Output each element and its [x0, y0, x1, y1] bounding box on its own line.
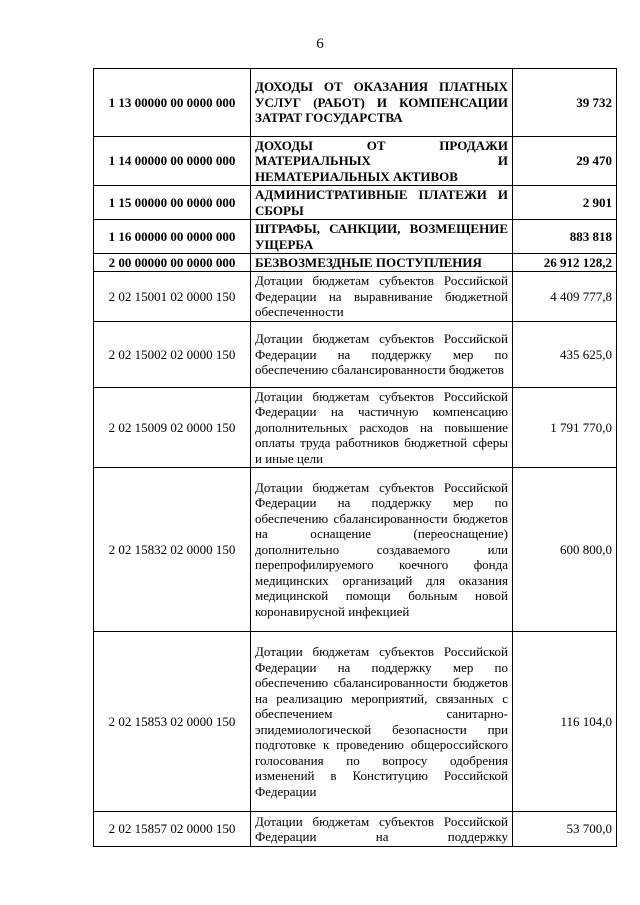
- table-row: [94, 322, 617, 388]
- table-row: [94, 812, 617, 847]
- revenue-amount: 4 409 777,8: [513, 272, 617, 322]
- budget-code: 2 02 15853 02 0000 150: [94, 632, 251, 812]
- revenue-amount: 26 912 128,2: [513, 254, 617, 272]
- revenue-amount: 2 901: [513, 186, 617, 220]
- revenue-name: Дотации бюджетам субъектов Российской Федерации на поддержку мер по обеспечению сбалансированности бюджетов на реализацию мероприятий, связанных с обеспечением санитарно-эпидемиологической безопасности при подготовке к проведению общероссийского голосования по вопросу одобрения изменений в Конституцию Российской Федерации: [251, 632, 513, 812]
- revenue-name: Дотации бюджетам субъектов Российской Федерации на частичную компенсацию дополнительных расходов на повышение оплаты труда работников бюджетной сферы и иные цели: [251, 388, 513, 468]
- revenue-amount: 116 104,0: [513, 632, 617, 812]
- budget-code: 2 02 15002 02 0000 150: [94, 322, 251, 388]
- table-row: [94, 220, 617, 254]
- table-row: [94, 468, 617, 632]
- revenue-name: Дотации бюджетам субъектов Российской Федерации на поддержку мер по обеспечению сбалансированности бюджетов: [251, 322, 513, 388]
- revenue-name: АДМИНИСТРАТИВНЫЕ ПЛАТЕЖИ И СБОРЫ: [251, 186, 513, 220]
- revenue-amount: 600 800,0: [513, 468, 617, 632]
- revenue-amount: 435 625,0: [513, 322, 617, 388]
- revenue-name: Дотации бюджетам субъектов Российской Федерации на поддержку мер по обеспечению сбалансированности бюджетов на оснащение (переоснащение) дополнительно создаваемого или перепрофилируемого коечного фонда медицинских организаций для оказания медицинской помощи больным новой коронавирусной инфекцией: [251, 468, 513, 632]
- table-row: [94, 186, 617, 220]
- revenue-amount: 29 470: [513, 137, 617, 186]
- budget-code: 1 15 00000 00 0000 000: [94, 186, 251, 220]
- budget-code: 2 02 15857 02 0000 150: [94, 812, 251, 847]
- table-row: [94, 632, 617, 812]
- revenue-amount: 53 700,0: [513, 812, 617, 847]
- budget-code: 2 02 15009 02 0000 150: [94, 388, 251, 468]
- page-number: 6: [316, 36, 324, 52]
- table-row: [94, 69, 617, 137]
- table-row: [94, 137, 617, 186]
- revenue-amount: 1 791 770,0: [513, 388, 617, 468]
- table-row: [94, 272, 617, 322]
- revenue-name: Дотации бюджетам субъектов Российской Федерации на поддержку: [251, 812, 513, 847]
- revenue-name: ДОХОДЫ ОТ ОКАЗАНИЯ ПЛАТНЫХ УСЛУГ (РАБОТ) И КОМПЕНСАЦИИ ЗАТРАТ ГОСУДАРСТВА: [251, 69, 513, 137]
- revenue-amount: 883 818: [513, 220, 617, 254]
- budget-code: 1 14 00000 00 0000 000: [94, 137, 251, 186]
- table-row: [94, 254, 617, 272]
- budget-code: 1 13 00000 00 0000 000: [94, 69, 251, 137]
- revenue-name: ШТРАФЫ, САНКЦИИ, ВОЗМЕЩЕНИЕ УЩЕРБА: [251, 220, 513, 254]
- budget-code: 2 02 15832 02 0000 150: [94, 468, 251, 632]
- revenue-name: Дотации бюджетам субъектов Российской Федерации на выравнивание бюджетной обеспеченности: [251, 272, 513, 322]
- revenue-name: ДОХОДЫ ОТ ПРОДАЖИ МАТЕРИАЛЬНЫХ И НЕМАТЕРИАЛЬНЫХ АКТИВОВ: [251, 137, 513, 186]
- budget-code: 2 02 15001 02 0000 150: [94, 272, 251, 322]
- budget-code: 2 00 00000 00 0000 000: [94, 254, 251, 272]
- table-row: [94, 388, 617, 468]
- revenue-amount: 39 732: [513, 69, 617, 137]
- budget-code: 1 16 00000 00 0000 000: [94, 220, 251, 254]
- revenue-name: БЕЗВОЗМЕЗДНЫЕ ПОСТУПЛЕНИЯ: [251, 254, 513, 272]
- revenue-table: [93, 68, 617, 847]
